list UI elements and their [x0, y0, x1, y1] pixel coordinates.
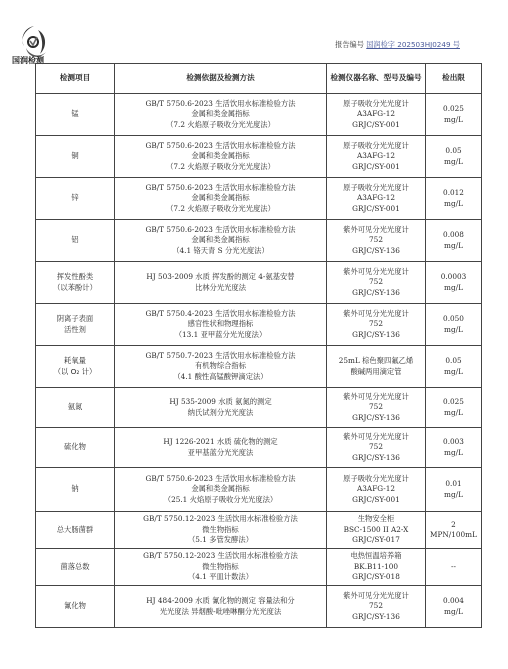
cell-method	[115, 468, 327, 512]
cell-instrument-line: 紫外可见分光光度计	[343, 431, 409, 441]
report-number	[335, 40, 460, 50]
cell-item-line: 耗氧量	[64, 356, 86, 365]
cell-instrument-line: 752	[369, 319, 383, 329]
cell-method-line: 金属和类金属指标	[191, 109, 250, 119]
cell-limit-line: 0.0003	[440, 272, 467, 281]
cell-instrument-line: BK.B11-100	[353, 561, 399, 571]
cell-method-line: 金属和类金属指标	[191, 151, 250, 161]
cell-item-line: 活性剂	[64, 324, 86, 334]
cell-limit-line: 0.025	[443, 104, 464, 113]
cell-instrument	[327, 468, 426, 512]
cell-item	[36, 262, 115, 304]
cell-method-line: HJ 1226-2021 水质 硫化物的测定	[163, 437, 278, 446]
cell-limit-line: MPN/100mL	[430, 530, 477, 539]
cell-method	[115, 304, 327, 346]
cell-item-line: 硫化物	[64, 442, 86, 452]
cell-limit-line: mg/L	[444, 240, 463, 250]
cell-instrument-line: BSC-1500 II A2-X	[343, 524, 409, 534]
cell-limit	[426, 220, 482, 262]
cell-method-line: （7.2 火焰原子吸收分光光度法）	[166, 119, 275, 129]
cell-item	[36, 94, 115, 136]
cell-item-line: 钠	[71, 484, 79, 494]
cell-instrument-line: GRJC/SY-018	[352, 572, 400, 582]
header-limit: 检出限	[426, 64, 482, 94]
cell-method	[115, 346, 327, 388]
cell-instrument-line: 原子吸收分光光度计	[343, 140, 409, 150]
cell-instrument-line: A3AFG-12	[357, 193, 395, 203]
cell-instrument-line: 紫外可见分光光度计	[343, 308, 409, 318]
cell-method-line: （4.1 平皿计数法）	[187, 572, 253, 582]
cell-limit-line: mg/L	[444, 489, 463, 499]
cell-item-line: 总大肠菌群	[56, 524, 94, 534]
cell-item-line: （以苯酚计）	[53, 282, 97, 292]
cell-instrument-line: GRJC/SY-001	[352, 203, 400, 213]
cell-method	[115, 136, 327, 178]
cell-limit-line: mg/L	[444, 324, 463, 334]
cell-method-line: 微生物指标	[202, 561, 239, 571]
cell-instrument	[327, 388, 426, 428]
cell-method	[115, 94, 327, 136]
cell-limit	[426, 136, 482, 178]
cell-item	[36, 428, 115, 468]
cell-instrument-line: 原子吸收分光光度计	[343, 98, 409, 108]
cell-instrument-line: GRJC/SY-136	[352, 611, 400, 621]
cell-limit-line: mg/L	[444, 156, 463, 166]
cell-instrument-line: 生物安全柜	[357, 514, 395, 524]
cell-method-line: 有机物综合指标	[194, 361, 247, 371]
cell-method-line: GB/T 5750.6-2023 生活饮用水标准检验方法	[145, 224, 296, 234]
table-row	[36, 586, 482, 628]
cell-instrument-line: 紫外可见分光光度计	[343, 224, 409, 234]
cell-item	[36, 388, 115, 428]
cell-instrument	[327, 304, 426, 346]
cell-limit-line: 0.004	[443, 596, 464, 605]
cell-method-line: 纳氏试剂分光光度法	[187, 407, 254, 417]
cell-method-line: （5.1 多管发酵法）	[187, 535, 253, 545]
table-row	[36, 346, 482, 388]
cell-method-line: 光光度法 异烟酸-吡唑啉酮分光光度法	[159, 606, 282, 616]
cell-method-line: HJ 503-2009 水质 挥发酚的测定 4-氨基安替	[146, 272, 295, 281]
cell-method-line: （4.1 酸性高锰酸钾滴定法）	[173, 371, 268, 381]
cell-method-line: HJ 484-2009 水质 氰化物的测定 容量法和分	[146, 596, 295, 605]
cell-item-line: 挥发性酚类	[56, 272, 94, 281]
cell-method	[115, 549, 327, 586]
cell-limit	[426, 304, 482, 346]
cell-method-line: GB/T 5750.6-2023 生活饮用水标准检验方法	[145, 473, 296, 483]
cell-item	[36, 220, 115, 262]
table-header-row	[36, 64, 482, 94]
cell-limit-line: mg/L	[444, 366, 463, 376]
cell-instrument-line: 紫外可见分光光度计	[343, 266, 409, 276]
cell-method-line: GB/T 5750.12-2023 生活饮用水标准检验方法	[143, 514, 298, 524]
cell-method-line: 微生物指标	[202, 524, 239, 534]
table-row	[36, 549, 482, 586]
cell-instrument-line: GRJC/SY-001	[352, 161, 400, 171]
cell-limit-line: 0.05	[445, 356, 462, 365]
cell-item	[36, 136, 115, 178]
header-instrument: 检测仪器名称、型号及编号	[327, 64, 426, 94]
cell-item	[36, 346, 115, 388]
cell-limit-line: mg/L	[444, 114, 463, 124]
cell-item-line: 菌落总数	[60, 561, 90, 571]
cell-limit-line: 0.025	[443, 397, 464, 406]
cell-item-line: （以 O₂ 计）	[53, 366, 97, 376]
cell-limit-line: mg/L	[444, 447, 463, 457]
cell-instrument	[327, 94, 426, 136]
cell-instrument	[327, 512, 426, 549]
cell-instrument-line: A3AFG-12	[357, 109, 395, 119]
cell-instrument-line: GRJC/SY-136	[352, 329, 400, 339]
cell-limit-line: 0.01	[445, 479, 462, 488]
cell-item	[36, 549, 115, 586]
header-method: 检测依据及检测方法	[115, 64, 327, 94]
table-row	[36, 94, 482, 136]
cell-instrument-line: 752	[369, 235, 383, 245]
table-row	[36, 468, 482, 512]
cell-limit-line: mg/L	[444, 606, 463, 616]
cell-instrument	[327, 220, 426, 262]
cell-instrument	[327, 262, 426, 304]
cell-limit-line: mg/L	[444, 407, 463, 417]
cell-method-line: 金属和类金属指标	[191, 193, 250, 203]
cell-instrument	[327, 549, 426, 586]
table-row	[36, 428, 482, 468]
cell-item-line: 铝	[71, 235, 79, 245]
table-row	[36, 262, 482, 304]
cell-limit	[426, 178, 482, 220]
cell-instrument-line: 电热恒温培养箱	[350, 551, 402, 561]
cell-limit-line: 0.012	[443, 188, 464, 197]
cell-method-line: GB/T 5750.12-2023 生活饮用水标准检验方法	[143, 551, 298, 561]
cell-method-line: 感官性状和物理指标	[187, 319, 254, 329]
cell-instrument-line: GRJC/SY-136	[352, 412, 400, 422]
cell-instrument-line: GRJC/SY-136	[352, 452, 400, 462]
cell-item-line: 氨氮	[67, 402, 83, 412]
cell-instrument-line: A3AFG-12	[357, 151, 395, 161]
cell-limit	[426, 346, 482, 388]
cell-instrument-line: GRJC/SY-001	[352, 494, 400, 504]
table-row	[36, 388, 482, 428]
cell-method-line: （7.2 火焰原子吸收分光光度法）	[166, 203, 275, 213]
cell-method	[115, 586, 327, 628]
header-item: 检测项目	[36, 64, 115, 94]
cell-limit	[426, 94, 482, 136]
cell-method	[115, 388, 327, 428]
cell-method-line: 金属和类金属指标	[191, 235, 250, 245]
table-row	[36, 178, 482, 220]
cell-limit-line: 2	[451, 519, 456, 529]
cell-limit	[426, 586, 482, 628]
cell-instrument-line: 原子吸收分光光度计	[343, 182, 409, 192]
cell-limit	[426, 428, 482, 468]
cell-instrument-line: 原子吸收分光光度计	[343, 473, 409, 483]
cell-instrument-line: 紫外可见分光光度计	[343, 590, 409, 600]
cell-method-line: GB/T 5750.4-2023 生活饮用水标准检验方法	[145, 308, 296, 318]
cell-instrument-line: 25mL 棕色聚四氟乙烯	[338, 356, 414, 365]
cell-item	[36, 304, 115, 346]
test-methods-table	[35, 63, 482, 628]
cell-instrument-line: 752	[369, 402, 383, 412]
company-name: 国润检测	[12, 56, 44, 65]
cell-item	[36, 178, 115, 220]
cell-method-line: 比林分光光度法	[194, 282, 247, 292]
cell-instrument	[327, 586, 426, 628]
cell-method-line: 金属和类金属指标	[191, 484, 250, 494]
cell-instrument-line: A3AFG-12	[357, 484, 395, 494]
table-row	[36, 304, 482, 346]
cell-method	[115, 178, 327, 220]
cell-instrument	[327, 178, 426, 220]
cell-instrument	[327, 346, 426, 388]
cell-item	[36, 512, 115, 549]
cell-item-line: 锌	[71, 193, 79, 203]
table-body	[36, 94, 482, 628]
cell-limit-line: mg/L	[444, 198, 463, 208]
cell-instrument-line: GRJC/SY-001	[352, 119, 400, 129]
cell-method-line: HJ 535-2009 水质 氨氮的测定	[169, 397, 272, 406]
table-row	[36, 512, 482, 549]
cell-instrument-line: 752	[369, 277, 383, 287]
cell-instrument-line: 752	[369, 601, 383, 611]
cell-instrument-line: 酸碱两用滴定管	[350, 366, 402, 376]
cell-limit-line: 0.003	[443, 437, 464, 446]
cell-instrument-line: 紫外可见分光光度计	[343, 391, 409, 401]
cell-limit	[426, 262, 482, 304]
cell-method-line: GB/T 5750.6-2023 生活饮用水标准检验方法	[145, 98, 296, 108]
cell-method-line: （4.1 铬天青 S 分光光度法）	[172, 245, 269, 255]
cell-method	[115, 428, 327, 468]
cell-instrument-line: GRJC/SY-017	[352, 535, 400, 545]
cell-method-line: 亚甲基蓝分光光度法	[187, 447, 254, 457]
cell-instrument	[327, 136, 426, 178]
cell-limit-line: 0.050	[443, 314, 464, 323]
cell-method	[115, 512, 327, 549]
cell-item-line: 氰化物	[64, 601, 86, 611]
cell-limit-line: mg/L	[444, 282, 463, 292]
cell-method-line: GB/T 5750.6-2023 生活饮用水标准检验方法	[145, 182, 296, 192]
report-number-label: 报告编号	[335, 40, 364, 49]
cell-method-line: （13.1 亚甲蓝分光光度法）	[174, 329, 267, 339]
cell-method-line: GB/T 5750.7-2023 生活饮用水标准检验方法	[145, 350, 296, 360]
cell-item-line: 铜	[71, 151, 79, 161]
table-row	[36, 220, 482, 262]
cell-instrument-line: GRJC/SY-136	[352, 245, 400, 255]
cell-item	[36, 468, 115, 512]
cell-limit-line: --	[451, 561, 456, 571]
cell-item-line: 阴离子表面	[56, 314, 94, 323]
cell-limit	[426, 468, 482, 512]
cell-method-line: （7.2 火焰原子吸收分光光度法）	[166, 161, 275, 171]
cell-method-line: GB/T 5750.6-2023 生活饮用水标准检验方法	[145, 140, 296, 150]
cell-limit-line: 0.008	[443, 230, 464, 239]
cell-method-line: （25.1 火焰原子吸收分光光度法）	[163, 494, 278, 504]
cell-limit	[426, 549, 482, 586]
cell-item	[36, 586, 115, 628]
cell-instrument-line: 752	[369, 442, 383, 452]
cell-limit	[426, 388, 482, 428]
table-row	[36, 136, 482, 178]
report-number-value: 国润检字 202503HJ0249 号	[366, 40, 460, 49]
cell-item-line: 锰	[71, 109, 79, 119]
cell-method	[115, 220, 327, 262]
cell-instrument	[327, 428, 426, 468]
cell-instrument-line: GRJC/SY-136	[352, 287, 400, 297]
cell-limit	[426, 512, 482, 549]
cell-method	[115, 262, 327, 304]
cell-limit-line: 0.05	[445, 146, 462, 155]
